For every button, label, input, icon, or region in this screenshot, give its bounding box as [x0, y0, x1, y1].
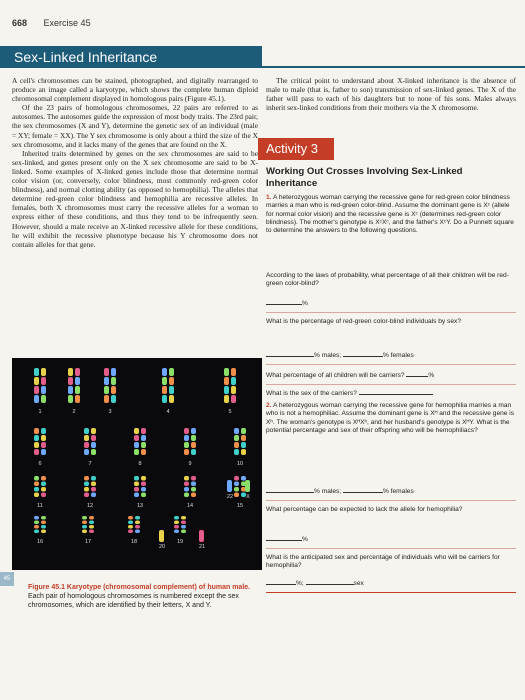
chromosome-number: 8 [138, 461, 142, 467]
answer-blank[interactable] [343, 350, 383, 357]
question-number: 1. [266, 194, 272, 201]
divider [266, 384, 516, 385]
chromosome [174, 516, 179, 533]
divider [266, 312, 516, 313]
chromosome [231, 368, 236, 403]
chromosome-number: 22 [226, 494, 234, 500]
females-label: % females [382, 352, 414, 359]
chromosome-number: 12 [86, 503, 94, 509]
chromosome [91, 428, 96, 455]
chromosome [135, 516, 140, 533]
chromosome-number: 6 [38, 461, 42, 467]
karyotype-image [12, 358, 262, 570]
exercise-label: Exercise 45 [43, 18, 91, 28]
percent-sign: %; [296, 580, 304, 587]
percent-sign: % [428, 372, 435, 379]
chromosome [34, 516, 39, 533]
divider [266, 592, 516, 593]
chromosome-number: 7 [88, 461, 92, 467]
answer-2b [266, 534, 516, 544]
chromosome-number: 18 [130, 539, 138, 545]
question-1d-text: What is the sex of the carriers? [266, 390, 357, 397]
chromosome [134, 476, 139, 497]
paragraph-autosomes: Of the 23 pairs of homologous chromosomes, 22 pairs are referred to as autosomes. The autosomes guide the expression of most body traits. The 23rd pair, the sex chromosomes (X and Y), determine the genetic sex of an individual (male = XY; female = XX). The Y sex chromosome is only about a third the size of the X sex chromosome, and it lacks many of the genes that are found on the X. [12, 103, 258, 149]
chapter-tab: 45 [0, 572, 14, 586]
answer-blank[interactable] [266, 350, 314, 357]
chromosome [191, 476, 196, 497]
section-title: Sex-Linked Inheritance [0, 46, 262, 68]
chromosome [82, 516, 87, 533]
answer-blank[interactable] [343, 486, 383, 493]
question-2c-text: What is the anticipated sex and percentage of individuals who will be carriers for hemophilia? [266, 554, 500, 570]
percent-sign: % [302, 300, 308, 307]
answer-blank[interactable] [359, 388, 433, 395]
question-2b-text: What percentage can be expected to lack the allele for hemophilia? [266, 506, 463, 513]
chromosome [234, 428, 239, 455]
chromosome-number: 1 [38, 409, 42, 415]
chromosome-number: 17 [84, 539, 92, 545]
body-text-left [12, 76, 258, 249]
question-1a [266, 272, 516, 289]
chromosome-number: 11 [37, 503, 43, 509]
question-2c [266, 554, 516, 571]
chromosome-number: 21 [198, 544, 206, 550]
chromosome [41, 368, 46, 403]
question-2 [266, 402, 516, 435]
answer-blank[interactable] [406, 370, 428, 377]
answer-1b [266, 350, 516, 360]
chromosome [75, 368, 80, 403]
chromosome [34, 428, 39, 455]
chromosome [245, 480, 250, 492]
answer-blank[interactable] [266, 298, 302, 305]
chromosome-number: 5 [228, 409, 232, 415]
chromosome [41, 476, 46, 497]
answer-2c [266, 578, 516, 588]
question-1b [266, 318, 516, 326]
figure-caption [28, 584, 260, 610]
chromosome-number: X [246, 494, 250, 500]
chromosome-number: 16 [36, 539, 44, 545]
chromosome [159, 530, 164, 542]
section-rule [262, 66, 525, 68]
question-2-text: A heterozygous woman carrying the recessive gene for hemophilia marries a man who is not a hemophiliac. Assume the dominant gene is Xᴴ and the recessive gene is Xʰ. The woman's genotype is XᴴXʰ, and her husband's genotype is XᴴY. What is the potential percentage and sex of their offspring who will be hemophiliacs? [266, 402, 515, 434]
chromosome [84, 428, 89, 455]
karyotype-photo [12, 358, 262, 570]
chromosome [91, 476, 96, 497]
paragraph-critical-point: The critical point to understand about X-linked inheritance is the absence of male to male (that is, father to son) transmission of sex-linked genes. The X of the father will pass to each of his daughters but to none of his sons. Males always inherit sex-linked conditions from their mothers via the X chromosome. [266, 76, 516, 113]
chromosome-number: 4 [166, 409, 170, 415]
chromosome [162, 368, 167, 403]
chromosome [41, 428, 46, 455]
figure-caption-text: Each pair of homologous chromosomes is numbered except the sex chromosomes, which are identified by their letters, X and Y. [28, 592, 239, 609]
paragraph-sex-linked: Inherited traits determined by genes on the sex chromosomes are said to be sex-linked, and genes present only on the X sex chromosome are said to be X-linked. Some examples of X-linked genes include those that determine normal color vision (or, conversely, color blindness, most commonly red-green color blindness), and normal clotting ability (as opposed to hemophilia). The alleles that determine red-green color blindness and hemophilia are recessive alleles. In females, both X chromosomes must carry the recessive alleles for a woman to express either of these conditions, and thus they tend to be infrequently seen. However, should a male receive an X-linked recessive allele for these conditions, he will exhibit the recessive phenotype because his Y chromosome does not contain alleles for that gene. [12, 148, 258, 249]
chromosome [199, 530, 204, 542]
section-header [0, 46, 525, 68]
chromosome [169, 368, 174, 403]
chromosome [128, 516, 133, 533]
question-1b-text: What is the percentage of red-green color-blind individuals by sex? [266, 318, 461, 325]
divider [266, 548, 516, 549]
answer-blank[interactable] [266, 578, 296, 585]
males-label: % males; [314, 488, 342, 495]
page-number: 668 [12, 18, 28, 28]
chromosome [84, 476, 89, 497]
chromosome [41, 516, 46, 533]
chromosome-number: 15 [236, 503, 244, 509]
question-1a-text: According to the laws of probability, what percentage of all their children will be red-green color-blind? [266, 272, 509, 288]
chromosome [34, 368, 39, 403]
chromosome [227, 480, 232, 492]
divider [266, 500, 516, 501]
running-head [12, 18, 91, 28]
figure-label: Figure 45.1 Karyotype (chromosomal complement) of human male. [28, 584, 251, 591]
chromosome-number: 19 [176, 539, 184, 545]
question-2b [266, 506, 516, 514]
answer-blank[interactable] [306, 578, 354, 585]
chromosome [134, 428, 139, 455]
chromosome-number: 2 [72, 409, 76, 415]
chromosome [191, 428, 196, 455]
answer-2a [266, 486, 516, 496]
chromosome [111, 368, 116, 403]
activity-title: Working Out Crosses Involving Sex-Linked Inheritance [266, 166, 463, 189]
chromosome-number: 20 [158, 544, 166, 550]
chromosome-number: 9 [188, 461, 192, 467]
females-label: % females [382, 488, 414, 495]
chromosome [184, 476, 189, 497]
paragraph-karyotype: A cell's chromosomes can be stained, photographed, and digitally rearranged to produce an image called a karyotype, which shows the complete human diploid chromosomal complement displayed in homologous pairs (Figure 45.1). [12, 76, 258, 104]
question-number: 2. [266, 402, 272, 409]
chromosome [234, 476, 239, 497]
chromosome-number: 3 [108, 409, 112, 415]
question-1d [266, 388, 516, 398]
answer-1a [266, 298, 516, 308]
chromosome [141, 428, 146, 455]
chromosome [224, 368, 229, 403]
chromosome [184, 428, 189, 455]
chromosome [181, 516, 186, 533]
chromosome-number: 10 [236, 461, 244, 467]
question-1c-text: What percentage of all children will be carriers? [266, 372, 405, 379]
males-label: % males; [314, 352, 342, 359]
divider [266, 364, 516, 365]
percent-sign: % [302, 536, 308, 543]
chromosome [34, 476, 39, 497]
question-1c [266, 370, 516, 380]
chromosome [68, 368, 73, 403]
question-1-text: A heterozygous woman carrying the recessive gene for red-green color blindness marries a man who is red-green color-blind. Assume the dominant gene is Xᶜ (allele for normal color vision) and the recessive gene is Xᶜ (determines red-green color blindness). The mother's genotype is XᶜXᶜ, and the father's XᶜY. Do a Punnett square to determine the answers to the following questions. [266, 194, 514, 235]
question-1 [266, 194, 516, 235]
activity-badge: Activity 3 [258, 138, 334, 160]
chromosome-number: 14 [186, 503, 194, 509]
chromosome [141, 476, 146, 497]
chromosome [89, 516, 94, 533]
answer-blank[interactable] [266, 534, 302, 541]
chromosome [104, 368, 109, 403]
sex-label: sex [353, 580, 364, 587]
chromosome [241, 428, 246, 455]
answer-blank[interactable] [266, 486, 314, 493]
chromosome-number: 13 [136, 503, 144, 509]
